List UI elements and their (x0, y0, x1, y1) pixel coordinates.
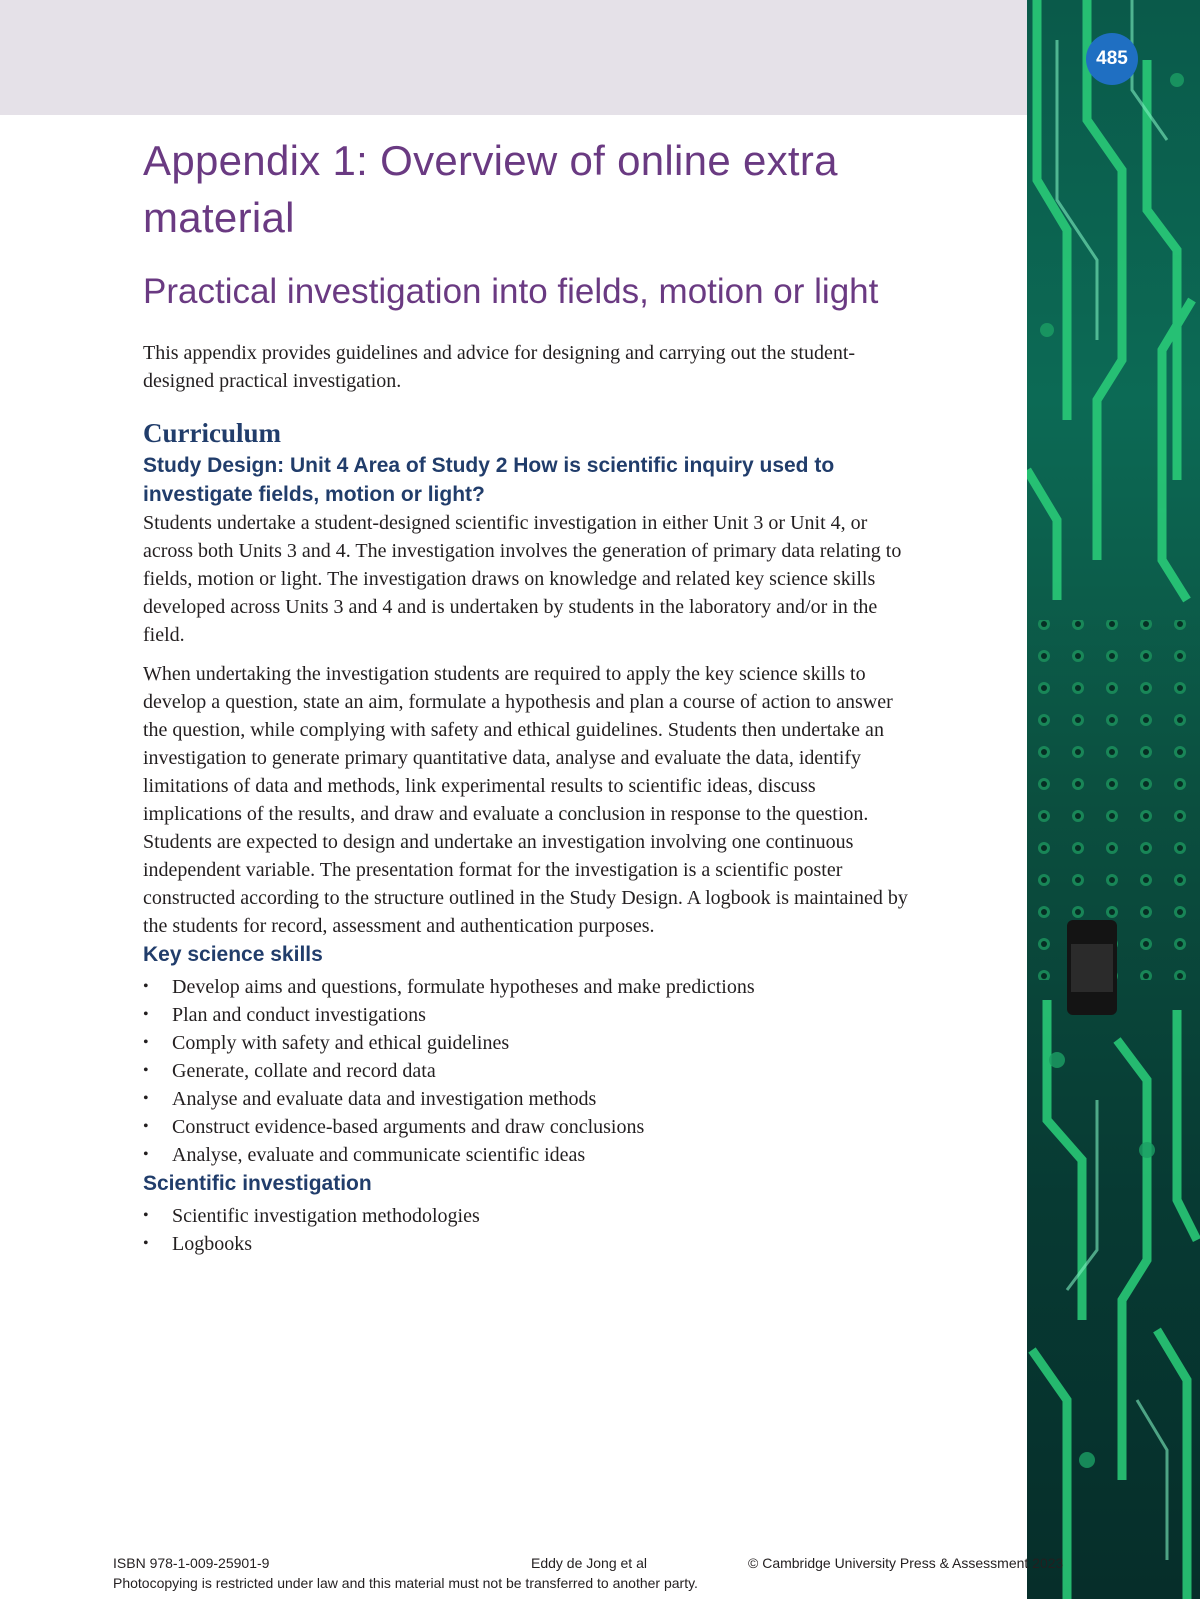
footer-author: Eddy de Jong et al (531, 1555, 647, 1571)
page-title: Appendix 1: Overview of online extra material (143, 137, 838, 241)
page-number-badge: 485 (1086, 33, 1138, 85)
list-item: • Develop aims and questions, formulate hypotheses and make predictions (143, 973, 913, 1001)
section-subtitle: Practical investigation into fields, motion or light (143, 272, 879, 311)
intro-paragraph: This appendix provides guidelines and advice for designing and carrying out the student-designed practical investigation. (143, 342, 856, 392)
key-skills-list (143, 973, 913, 1169)
list-item: • Comply with safety and ethical guidelines (143, 1029, 913, 1057)
list-item: • Logbooks (143, 1230, 913, 1258)
curriculum-heading: Curriculum (143, 418, 281, 448)
footer-isbn: ISBN 978-1-009-25901-9 (113, 1555, 270, 1571)
investigation-list (143, 1202, 913, 1258)
curriculum-paragraph-2: When undertaking the investigation students are required to apply the key science skills to develop a question, state an aim, formulate a hypothesis and plan a course of action to answer the question, while complying with safety and ethical guidelines. Students then undertake an investigation to generate primary quantitative data, analyse and evaluate the data, identify limitations of data and methods, link experimental results to scientific ideas, discuss implications of the results, and draw and evaluate a conclusion in response to the question. Students are expected to design and undertake an investigation involving one continuous independent variable. The presentation format for the investigation is a scientific poster constructed according to the structure outlined in the Study Design. A logbook is maintained by the students for record, assessment and authentication purposes. (143, 663, 908, 937)
curriculum-paragraph-1: Students undertake a student-designed scientific investigation in either Unit 3 or Unit 4, or across both Units 3 and 4. The investigation involves the generation of primary data relating to fields, motion or light. The investigation draws on knowledge and related key science skills developed across Units 3 and 4 and is undertaken by students in the laboratory and/or in the field. (143, 512, 902, 646)
main-content (143, 132, 913, 1258)
header-band (0, 0, 1027, 115)
list-item: • Generate, collate and record data (143, 1057, 913, 1085)
investigation-heading: Scientific investigation (143, 1172, 372, 1195)
list-item: • Construct evidence-based arguments and draw conclusions (143, 1113, 913, 1141)
list-item: • Scientific investigation methodologies (143, 1202, 913, 1230)
list-item: • Analyse and evaluate data and investigation methods (143, 1085, 913, 1113)
key-skills-heading: Key science skills (143, 943, 323, 966)
study-design-heading: Study Design: Unit 4 Area of Study 2 How is scientific inquiry used to investigate fields, motion or light? (143, 454, 835, 506)
circuit-board-image (1027, 0, 1200, 1599)
footer-notice: Photocopying is restricted under law and this material must not be transferred to another party. (113, 1575, 698, 1591)
page-footer (113, 1555, 1103, 1591)
list-item: • Analyse, evaluate and communicate scientific ideas (143, 1141, 913, 1169)
list-item: • Plan and conduct investigations (143, 1001, 913, 1029)
footer-copyright: © Cambridge University Press & Assessment 2023 (748, 1555, 1064, 1571)
